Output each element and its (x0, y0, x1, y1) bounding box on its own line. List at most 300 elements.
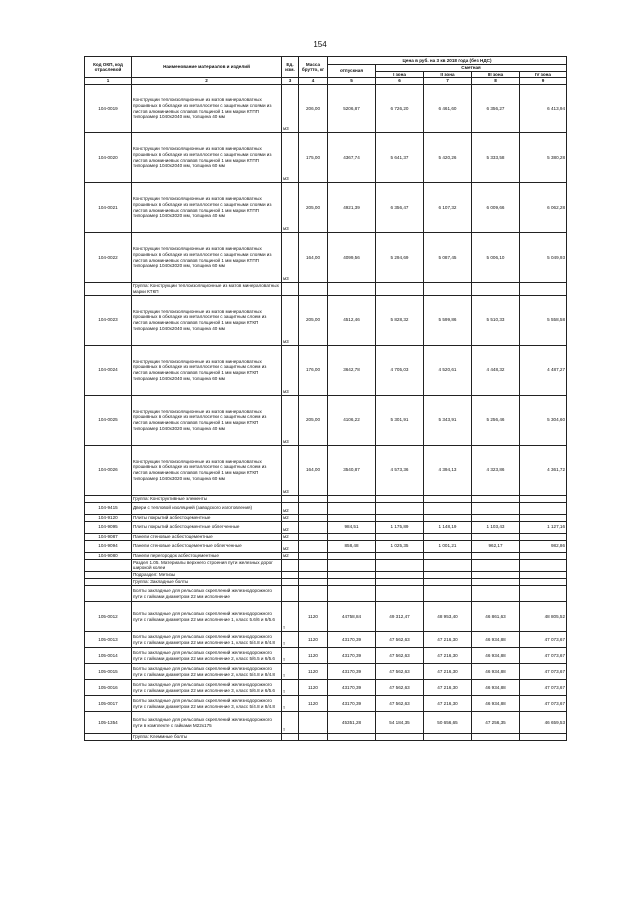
item-name: Болты закладные для рельсовых скреплений железнодорожного пути с гайками диаметром 22 мм исполнение 3, класс 5/6.8 и 6/5.6 (132, 680, 282, 696)
empty-cell (299, 559, 328, 571)
item-price-zone-3: 6 356,27 (472, 85, 520, 133)
item-price-zone-3: 4 448,32 (472, 345, 520, 395)
item-mass: 1120 (299, 648, 328, 664)
item-unit: т (282, 632, 299, 648)
empty-cell (376, 734, 424, 741)
item-price-zone-2: 5 420,26 (424, 133, 472, 183)
item-name: Плиты покрытий асбестоцементные (132, 514, 282, 521)
item-price-zone-1: 5 641,37 (376, 133, 424, 183)
item-price-zone-2: 47 216,30 (424, 696, 472, 712)
item-name: Плиты покрытий асбестоцементные облегченные (132, 521, 282, 533)
empty-cell (376, 559, 424, 571)
item-code: 104-0024 (85, 345, 132, 395)
item-mass: 164,00 (299, 445, 328, 495)
item-price-zone-4: 5 304,60 (520, 395, 567, 445)
column-number: 2 (132, 78, 282, 85)
item-price-zone-4: 47 073,67 (520, 680, 567, 696)
table-row (85, 602, 567, 632)
item-release-price: 3642,78 (328, 345, 376, 395)
item-name: Конструкции теплоизоляционные из матов минераловатных прошивных в обкладке из металлосетки с защитными слоями из листов алюминиевых сплавов толщиной 1 мм марки КТПП типоразмер 1040х3020 мм, толщина 60 мм (132, 233, 282, 283)
empty-cell (376, 283, 424, 295)
item-name: Конструкции теплоизоляционные из матов минераловатных прошивных в обкладке из металлосетки с защитными слоями из листов алюминиевых сплавов толщиной 1 мм марки КТПП типоразмер 1040х2040 мм, толщина 40 мм (132, 85, 282, 133)
item-price-zone-2: 5 343,91 (424, 395, 472, 445)
item-release-price: 43170,39 (328, 680, 376, 696)
item-price-zone-4: 6 413,94 (520, 85, 567, 133)
group-row (85, 283, 567, 295)
group-heading: Подраздел: Метизы (132, 572, 282, 579)
item-price-zone-3: 46 934,88 (472, 664, 520, 680)
item-price-zone-2: 47 216,30 (424, 648, 472, 664)
group-code-cell (85, 495, 132, 502)
item-name: Панели стеновые асбестоцементные облегченные (132, 540, 282, 552)
item-price-zone-3: 46 861,63 (472, 602, 520, 632)
item-price-zone-1 (376, 533, 424, 540)
item-mass: 1120 (299, 696, 328, 712)
item-release-price: 43170,39 (328, 664, 376, 680)
item-release-price: 43170,39 (328, 648, 376, 664)
item-price-zone-4: 47 073,67 (520, 648, 567, 664)
item-price-zone-1: 1 175,89 (376, 521, 424, 533)
empty-cell (520, 495, 567, 502)
item-code (85, 586, 132, 602)
item-price-zone-2: 47 216,30 (424, 632, 472, 648)
item-release-price: 4921,39 (328, 183, 376, 233)
item-price-zone-3: 962,17 (472, 540, 520, 552)
item-unit: т (282, 712, 299, 734)
item-mass: 176,00 (299, 345, 328, 395)
item-price-zone-3: 5 510,33 (472, 295, 520, 345)
item-unit (282, 586, 299, 602)
item-price-zone-4 (520, 552, 567, 559)
item-price-zone-2: 6 107,32 (424, 183, 472, 233)
item-mass: 164,00 (299, 233, 328, 283)
item-unit: м3 (282, 85, 299, 133)
item-code: 104-9087 (85, 533, 132, 540)
empty-cell (472, 734, 520, 741)
empty-cell (520, 579, 567, 586)
item-name: Конструкции теплоизоляционные из матов минераловатных прошивных в обкладке из металлосетки с защитным слоем из листов алюминиевых сплавов толщиной 1 мм марки КТКП типоразмер 1040х3020 мм, толщина 40 мм (132, 395, 282, 445)
item-mass: 205,00 (299, 295, 328, 345)
item-code: 104-9120 (85, 514, 132, 521)
item-unit: м2 (282, 502, 299, 514)
item-price-zone-4: 47 073,67 (520, 664, 567, 680)
item-unit: м3 (282, 233, 299, 283)
empty-cell (328, 559, 376, 571)
empty-cell (472, 572, 520, 579)
empty-cell (328, 283, 376, 295)
empty-cell (520, 572, 567, 579)
empty-cell (282, 559, 299, 571)
header-price-title: Цена в руб. на 3 кв 2018 года (без НДС) (328, 57, 567, 65)
column-number: 5 (328, 78, 376, 85)
table-row (85, 586, 567, 602)
empty-cell (299, 572, 328, 579)
column-number: 9 (520, 78, 567, 85)
item-price-zone-2 (424, 502, 472, 514)
column-number: 1 (85, 78, 132, 85)
table-row (85, 632, 567, 648)
item-price-zone-2: 5 599,86 (424, 295, 472, 345)
column-number: 3 (282, 78, 299, 85)
item-mass: 175,00 (299, 133, 328, 183)
empty-cell (424, 559, 472, 571)
item-price-zone-1: 5 828,32 (376, 295, 424, 345)
empty-cell (424, 734, 472, 741)
item-unit: м2 (282, 521, 299, 533)
item-release-price (328, 502, 376, 514)
item-price-zone-3: 1 103,43 (472, 521, 520, 533)
item-code: 105-0016 (85, 680, 132, 696)
item-unit: м2 (282, 540, 299, 552)
item-name: Панели стеновые асбестоцементные (132, 533, 282, 540)
item-price-zone-4 (520, 502, 567, 514)
item-price-zone-4 (520, 533, 567, 540)
item-code: 105-0014 (85, 648, 132, 664)
item-mass (299, 712, 328, 734)
empty-cell (328, 579, 376, 586)
table-row (85, 133, 567, 183)
item-price-zone-2: 4 520,61 (424, 345, 472, 395)
item-price-zone-3: 47 256,35 (472, 712, 520, 734)
item-code: 104-0026 (85, 445, 132, 495)
item-price-zone-4: 48 805,52 (520, 602, 567, 632)
table-row (85, 540, 567, 552)
item-price-zone-4: 4 361,72 (520, 445, 567, 495)
item-name: Двери с тепловой изоляцией (заводского изготовления) (132, 502, 282, 514)
column-number: 6 (376, 78, 424, 85)
item-price-zone-1: 5 301,91 (376, 395, 424, 445)
table-row (85, 445, 567, 495)
item-price-zone-1: 6 356,47 (376, 183, 424, 233)
group-code-cell (85, 734, 132, 741)
item-name: Болты закладные для рельсовых скреплений железнодорожного пути с гайками диаметром 22 мм исполнение 2, класс 5/6.5 и 6/5.6 (132, 648, 282, 664)
item-mass (299, 521, 328, 533)
header-code: Код ОКП, код отраслевой (85, 57, 132, 78)
item-unit: м3 (282, 295, 299, 345)
item-price-zone-1: 4 705,03 (376, 345, 424, 395)
item-unit: т (282, 680, 299, 696)
item-price-zone-1: 47 562,63 (376, 664, 424, 680)
group-heading: Группа: Конструкции теплоизоляционные из матов минераловатных марки КТКП (132, 283, 282, 295)
empty-cell (299, 579, 328, 586)
item-price-zone-3: 5 256,46 (472, 395, 520, 445)
item-release-price (328, 533, 376, 540)
item-unit: м2 (282, 552, 299, 559)
item-code: 104-0019 (85, 85, 132, 133)
item-price-zone-2: 6 461,60 (424, 85, 472, 133)
table-row (85, 664, 567, 680)
item-price-zone-1: 47 562,63 (376, 696, 424, 712)
empty-cell (282, 572, 299, 579)
header-zone-2: II зона (424, 71, 472, 78)
empty-cell (520, 734, 567, 741)
item-unit: м3 (282, 183, 299, 233)
group-row (85, 495, 567, 502)
item-price-zone-3: 46 934,88 (472, 696, 520, 712)
item-price-zone-2: 48 953,40 (424, 602, 472, 632)
empty-cell (299, 734, 328, 741)
item-unit: т (282, 696, 299, 712)
empty-cell (424, 495, 472, 502)
item-code: 104-0021 (85, 183, 132, 233)
item-mass (299, 533, 328, 540)
item-release-price: 45351,28 (328, 712, 376, 734)
item-mass: 205,00 (299, 395, 328, 445)
table-row (85, 712, 567, 734)
item-price-zone-2 (424, 514, 472, 521)
item-name: Болты закладные для рельсовых скреплений железнодорожного пути с гайками диаметром 22 мм исполнение 1, класс 5.6/6 и 6/5.6 (132, 602, 282, 632)
item-release-price: 4367,74 (328, 133, 376, 183)
item-price-zone-2: 1 001,21 (424, 540, 472, 552)
item-code: 105-0015 (85, 664, 132, 680)
item-price-zone-2 (424, 552, 472, 559)
header-zone-1: I зона (376, 71, 424, 78)
item-price-zone-2: 47 216,30 (424, 680, 472, 696)
empty-cell (328, 495, 376, 502)
empty-cell (328, 734, 376, 741)
table-row (85, 233, 567, 283)
header-zone-4: IV зона (520, 71, 567, 78)
group-heading: Группа: Клеммные болты (132, 734, 282, 741)
item-price-zone-4: 47 073,67 (520, 632, 567, 648)
empty-cell (520, 283, 567, 295)
item-price-zone-3: 5 333,58 (472, 133, 520, 183)
item-release-price: 858,48 (328, 540, 376, 552)
item-unit: т (282, 648, 299, 664)
item-price-zone-4: 6 062,28 (520, 183, 567, 233)
item-price-zone-4: 5 049,93 (520, 233, 567, 283)
item-code: 104-0025 (85, 395, 132, 445)
item-mass: 1120 (299, 664, 328, 680)
item-price-zone-3: 5 006,10 (472, 233, 520, 283)
item-price-zone-4 (520, 514, 567, 521)
item-code: 104-9095 (85, 521, 132, 533)
group-heading: Группа: Закладные болты (132, 579, 282, 586)
item-price-zone-2: 5 087,45 (424, 233, 472, 283)
empty-cell (376, 495, 424, 502)
item-name: Конструкции теплоизоляционные из матов минераловатных прошивных в обкладке из металлосетки с защитным слоем из листов алюминиевых сплавов толщиной 1 мм марки КТКП типоразмер 1040х3020 мм, толщина 60 мм (132, 445, 282, 495)
item-price-zone-1: 47 562,63 (376, 680, 424, 696)
empty-cell (328, 572, 376, 579)
header-mass: Масса брутто, кг (299, 57, 328, 78)
header-zone-3: III зона (472, 71, 520, 78)
item-mass (299, 540, 328, 552)
empty-cell (472, 495, 520, 502)
item-name: Конструкции теплоизоляционные из матов минераловатных прошивных в обкладке из металлосетки с защитным слоем из листов алюминиевых сплавов толщиной 1 мм марки КТКП типоразмер 1040х2040 мм, толщина 40 мм (132, 295, 282, 345)
empty-cell (282, 283, 299, 295)
item-release-price: 5206,87 (328, 85, 376, 133)
empty-cell (520, 559, 567, 571)
item-release-price: 4106,22 (328, 395, 376, 445)
item-price-zone-3 (472, 552, 520, 559)
empty-cell (299, 495, 328, 502)
table-row (85, 502, 567, 514)
item-name: Болты закладные для рельсовых скреплений железнодорожного пути в комплекте с гайками М22х175 (132, 712, 282, 734)
item-price-zone-1: 4 573,36 (376, 445, 424, 495)
item-release-price: 984,51 (328, 521, 376, 533)
item-price-zone-3 (472, 502, 520, 514)
item-unit: м2 (282, 514, 299, 521)
group-row (85, 579, 567, 586)
item-mass (299, 552, 328, 559)
empty-cell (376, 579, 424, 586)
header-estimate: Сметная (376, 65, 567, 72)
item-release-price: 4512,46 (328, 295, 376, 345)
item-code: 104-9415 (85, 502, 132, 514)
item-code: 105-0012 (85, 602, 132, 632)
item-code: 105-0017 (85, 696, 132, 712)
group-code-cell (85, 559, 132, 571)
item-price-zone-2: 1 148,19 (424, 521, 472, 533)
group-code-cell (85, 572, 132, 579)
item-release-price: 43170,39 (328, 696, 376, 712)
table-row (85, 295, 567, 345)
item-code: 104-9080 (85, 552, 132, 559)
group-row (85, 734, 567, 741)
item-release-price (328, 514, 376, 521)
item-price-zone-4: 1 127,16 (520, 521, 567, 533)
item-unit: м2 (282, 533, 299, 540)
item-name: Конструкции теплоизоляционные из матов минераловатных прошивных в обкладке из металлосетки с защитными слоями из листов алюминиевых сплавов толщиной 1 мм марки КТПП типоразмер 1040х3020 мм, толщина 40 мм (132, 183, 282, 233)
column-number: 7 (424, 78, 472, 85)
item-price-zone-3: 4 323,86 (472, 445, 520, 495)
item-unit: м3 (282, 445, 299, 495)
item-release-price: 44758,84 (328, 602, 376, 632)
item-code: 104-0022 (85, 233, 132, 283)
item-mass (299, 514, 328, 521)
empty-cell (282, 579, 299, 586)
column-number: 4 (299, 78, 328, 85)
item-price-zone-3: 46 934,88 (472, 632, 520, 648)
item-price-zone-2 (424, 533, 472, 540)
table-row (85, 533, 567, 540)
item-name: Болты закладные для рельсовых скреплений железнодорожного пути с гайками диаметром 22 мм исполнение 3, класс 5/4.8 и 8/4.8 (132, 696, 282, 712)
table-row (85, 680, 567, 696)
table-row (85, 514, 567, 521)
empty-cell (376, 572, 424, 579)
item-price-zone-1: 6 726,20 (376, 85, 424, 133)
item-release-price: 4099,56 (328, 233, 376, 283)
item-code: 104-0020 (85, 133, 132, 183)
empty-cell (424, 572, 472, 579)
table-row (85, 648, 567, 664)
item-mass (299, 586, 328, 602)
table-row (85, 696, 567, 712)
empty-cell (424, 283, 472, 295)
item-name: Болты закладные для рельсовых скреплений железнодорожного пути с гайками диаметром 22 мм исполнение 2, класс 5/4.8 и 8/4.8 (132, 664, 282, 680)
item-code: 104-0023 (85, 295, 132, 345)
item-mass: 1120 (299, 602, 328, 632)
column-number: 8 (472, 78, 520, 85)
item-price-zone-2: 4 394,13 (424, 445, 472, 495)
item-price-zone-1: 49 312,47 (376, 602, 424, 632)
item-price-zone-4: 47 073,67 (520, 696, 567, 712)
header-name: Наименование материалов и изделий (132, 57, 282, 78)
item-code: 104-9094 (85, 540, 132, 552)
item-price-zone-1 (376, 586, 424, 602)
item-price-zone-1 (376, 514, 424, 521)
item-unit: м3 (282, 395, 299, 445)
table-row (85, 552, 567, 559)
group-row (85, 559, 567, 571)
item-price-zone-3: 46 934,88 (472, 648, 520, 664)
empty-cell (424, 579, 472, 586)
group-heading: Раздел 1.05. Материалы верхнего строения пути железных дорог широкой колеи (132, 559, 282, 571)
item-release-price: 3540,87 (328, 445, 376, 495)
item-price-zone-1: 47 562,63 (376, 632, 424, 648)
item-mass: 205,00 (299, 183, 328, 233)
item-price-zone-4: 5 380,28 (520, 133, 567, 183)
item-mass: 1120 (299, 632, 328, 648)
table-row (85, 345, 567, 395)
empty-cell (282, 495, 299, 502)
item-mass: 1120 (299, 680, 328, 696)
item-price-zone-2 (424, 586, 472, 602)
item-price-zone-1 (376, 552, 424, 559)
item-name: Конструкции теплоизоляционные из матов минераловатных прошивных в обкладке из металлосетки с защитными слоями из листов алюминиевых сплавов толщиной 1 мм марки КТПП типоразмер 1040х2040 мм, толщина 60 мм (132, 133, 282, 183)
item-name: Конструкции теплоизоляционные из матов минераловатных прошивных в обкладке из металлосетки с защитным слоем из листов алюминиевых сплавов толщиной 1 мм марки КТКП типоразмер 1040х2040 мм, толщина 60 мм (132, 345, 282, 395)
page-number: 154 (313, 40, 327, 49)
item-price-zone-1: 54 184,35 (376, 712, 424, 734)
table-row (85, 395, 567, 445)
item-mass (299, 502, 328, 514)
item-name: Болты закладные для рельсовых скреплений железнодорожного пути с гайками диаметром 22 мм исполнение (132, 586, 282, 602)
item-unit: м3 (282, 133, 299, 183)
item-mass: 206,00 (299, 85, 328, 133)
item-price-zone-1: 1 025,35 (376, 540, 424, 552)
item-price-zone-3: 6 009,66 (472, 183, 520, 233)
table-row (85, 85, 567, 133)
item-name: Панели перегородок асбестоцементные (132, 552, 282, 559)
price-table (84, 56, 567, 741)
item-price-zone-2: 47 216,30 (424, 664, 472, 680)
item-unit: т (282, 602, 299, 632)
item-price-zone-2: 50 656,65 (424, 712, 472, 734)
item-price-zone-4: 46 659,53 (520, 712, 567, 734)
item-unit: т (282, 664, 299, 680)
group-heading: Группа: Конструктивные элементы (132, 495, 282, 502)
item-price-zone-1: 47 562,63 (376, 648, 424, 664)
item-code: 105-0013 (85, 632, 132, 648)
group-row (85, 572, 567, 579)
header-release: отпускная (328, 65, 376, 78)
item-unit: м3 (282, 345, 299, 395)
item-release-price (328, 552, 376, 559)
item-price-zone-3: 46 934,88 (472, 680, 520, 696)
item-release-price (328, 586, 376, 602)
header-unit: Ед. изм. (282, 57, 299, 78)
empty-cell (472, 579, 520, 586)
item-code: 105-1354 (85, 712, 132, 734)
item-release-price: 43170,39 (328, 632, 376, 648)
item-price-zone-3 (472, 514, 520, 521)
item-price-zone-3 (472, 586, 520, 602)
item-price-zone-4: 4 487,27 (520, 345, 567, 395)
group-code-cell (85, 579, 132, 586)
item-price-zone-4: 982,86 (520, 540, 567, 552)
empty-cell (472, 559, 520, 571)
item-price-zone-1 (376, 502, 424, 514)
item-price-zone-1: 5 294,69 (376, 233, 424, 283)
table-row (85, 521, 567, 533)
empty-cell (282, 734, 299, 741)
table-row (85, 183, 567, 233)
group-code-cell (85, 283, 132, 295)
item-price-zone-4: 5 558,58 (520, 295, 567, 345)
item-price-zone-3 (472, 533, 520, 540)
item-price-zone-4 (520, 586, 567, 602)
item-name: Болты закладные для рельсовых скреплений железнодорожного пути с гайками диаметром 22 мм исполнение 1, класс 5/4.8 и 8/4.8 (132, 632, 282, 648)
